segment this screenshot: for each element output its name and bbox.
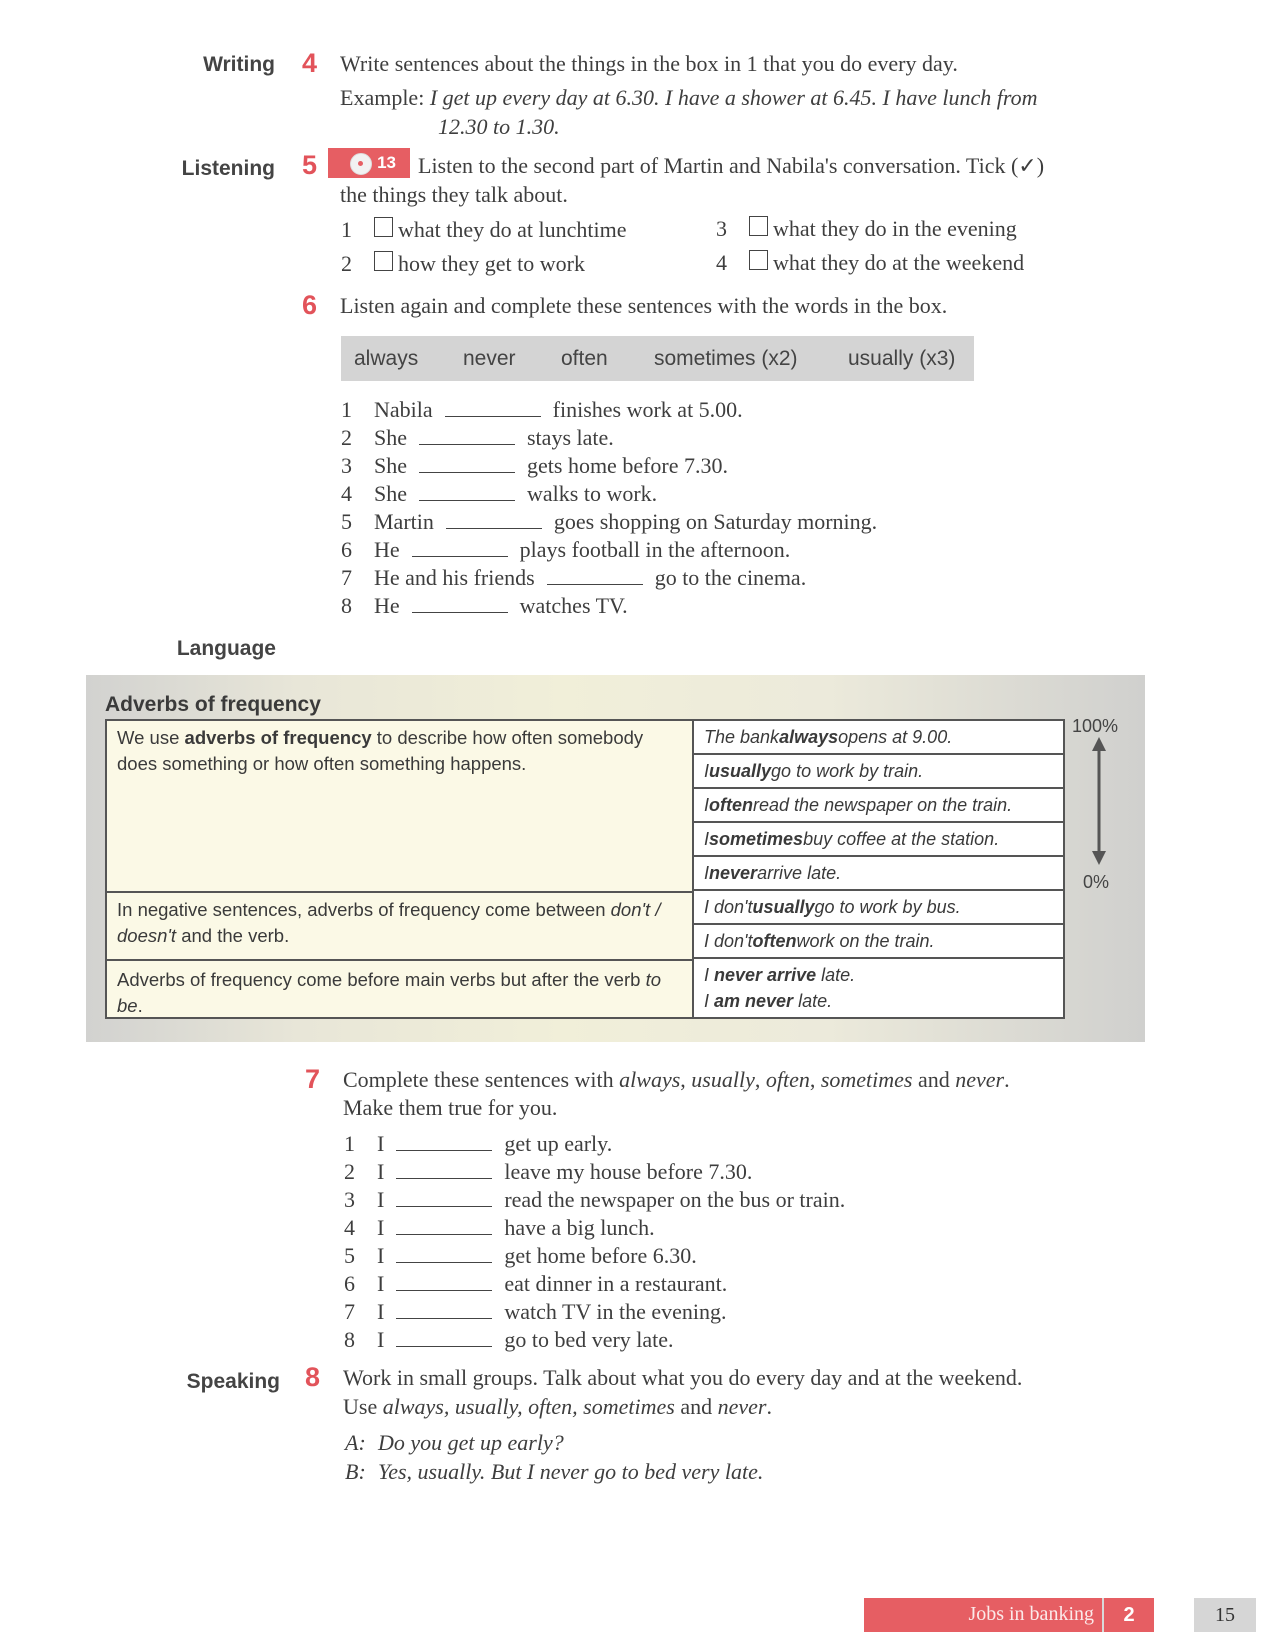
example-negative-often — [694, 925, 1063, 959]
grammar-table — [105, 719, 1065, 1019]
item-rest: go to the cinema. — [654, 565, 807, 590]
exercise-5-instruction: Listen to the second part of Martin and Nabila's conversation. Tick (✓) — [418, 153, 1045, 178]
ex-text: I — [704, 862, 710, 883]
option-label: what they do at the weekend — [773, 250, 1025, 275]
ex-text: I don't — [704, 896, 753, 917]
example-main-verb — [704, 962, 855, 988]
ex-text: late. — [816, 965, 856, 985]
answer-blank[interactable] — [396, 1233, 492, 1235]
ex7-item-6 — [344, 1270, 727, 1298]
audio-track-badge[interactable] — [328, 148, 410, 178]
option-number: 1 — [341, 217, 352, 242]
option-label: what they do in the evening — [773, 216, 1017, 241]
ex-text: go to work by bus. — [814, 896, 961, 917]
rule-text: and the verb. — [176, 925, 290, 946]
item-number: 1 — [344, 1131, 355, 1156]
item-rest: plays football in the afternoon. — [519, 537, 791, 562]
ex-adverb: often — [709, 794, 754, 815]
exercise-number-8: 8 — [305, 1362, 321, 1392]
option-label: what they do at lunchtime — [398, 217, 627, 242]
exercise-number-5: 5 — [302, 150, 318, 180]
item-rest: read the newspaper on the bus or train. — [504, 1187, 846, 1212]
item-rest: stays late. — [527, 425, 614, 450]
exercise-number-7: 7 — [305, 1064, 321, 1094]
answer-blank[interactable] — [445, 415, 541, 417]
item-subject: I — [377, 1215, 385, 1240]
option-number: 4 — [716, 250, 727, 275]
ex6-item-5 — [341, 508, 877, 536]
checkbox[interactable] — [374, 251, 393, 271]
answer-blank[interactable] — [419, 471, 515, 473]
rule-text: We use — [117, 727, 185, 748]
item-number: 7 — [344, 1299, 355, 1324]
scale-top-label: 100% — [1072, 716, 1119, 736]
word: sometimes (x2) — [654, 346, 798, 370]
section-label-speaking: Speaking — [186, 1370, 280, 1393]
answer-blank[interactable] — [396, 1289, 492, 1291]
rule-italic: to be — [117, 969, 661, 1016]
ex-text: I — [704, 965, 715, 985]
answer-blank[interactable] — [396, 1317, 492, 1319]
rule-text: . — [137, 995, 143, 1016]
item-subject: I — [377, 1327, 385, 1352]
instr-text: Complete these sentences with — [343, 1067, 620, 1092]
example-sometimes — [694, 823, 1063, 857]
item-number: 1 — [341, 397, 352, 422]
dialogue-text: Do you get up early? — [378, 1430, 564, 1455]
cd-icon — [350, 153, 372, 175]
example-label: Example: — [340, 85, 425, 110]
item-number: 8 — [344, 1327, 355, 1352]
example-be-verb — [704, 988, 832, 1014]
item-subject: He and his friends — [374, 565, 535, 590]
exercise-6-instruction: Listen again and complete these sentences with the words in the box. — [340, 293, 948, 318]
ex-text: I don't — [704, 930, 753, 951]
answer-blank[interactable] — [412, 555, 508, 557]
rule-italic: don't / doesn't — [117, 899, 661, 946]
ex-text: arrive late. — [757, 862, 842, 883]
example-often — [694, 789, 1063, 823]
page-number: 15 — [1194, 1598, 1256, 1632]
instr-text: . — [766, 1394, 772, 1419]
exercise-4-example — [340, 84, 1038, 112]
exercise-7-instruction-cont: Make them true for you. — [343, 1095, 558, 1120]
instr-word: sometimes — [820, 1067, 913, 1092]
instr-words: always, usually, often, sometimes — [382, 1394, 675, 1419]
unit-title: Jobs in banking — [968, 1603, 1094, 1625]
dialogue-text: Yes, usually. But I never go to bed very late. — [378, 1459, 764, 1484]
example-never — [694, 857, 1063, 891]
item-subject: She — [374, 481, 407, 506]
answer-blank[interactable] — [419, 499, 515, 501]
exercise-number-4: 4 — [302, 48, 318, 78]
ex6-item-4 — [341, 480, 657, 508]
item-rest: walks to work. — [527, 481, 658, 506]
answer-blank[interactable] — [396, 1177, 492, 1179]
item-rest: eat dinner in a restaurant. — [504, 1271, 728, 1296]
word: always — [354, 346, 419, 370]
option-2[interactable] — [341, 250, 585, 278]
example-negative-usually — [694, 891, 1063, 925]
checkbox[interactable] — [749, 216, 768, 236]
grammar-box — [86, 675, 1145, 1042]
answer-blank[interactable] — [396, 1205, 492, 1207]
item-subject: He — [374, 593, 400, 618]
exercise-4-instruction: Write sentences about the things in the box in 1 that you do every day. — [340, 51, 958, 76]
option-label: how they get to work — [398, 251, 585, 276]
dialogue-line-b — [345, 1458, 763, 1486]
ex-text: late. — [793, 991, 833, 1011]
ex7-item-7 — [344, 1298, 727, 1326]
ex-adverb: sometimes — [709, 828, 804, 849]
item-rest: goes shopping on Saturday morning. — [553, 509, 878, 534]
answer-blank[interactable] — [396, 1149, 492, 1151]
unit-footer — [864, 1598, 1154, 1632]
item-number: 8 — [341, 593, 352, 618]
item-number: 3 — [344, 1187, 355, 1212]
item-number: 6 — [344, 1271, 355, 1296]
ex7-item-2 — [344, 1158, 752, 1186]
item-subject: I — [377, 1159, 385, 1184]
ex6-item-1 — [341, 396, 743, 424]
ex7-item-4 — [344, 1214, 655, 1242]
word: often — [561, 346, 608, 370]
option-number: 3 — [716, 216, 727, 241]
speaker: B: — [345, 1459, 366, 1484]
exercise-8-instruction: Work in small groups. Talk about what you do every day and at the weekend. — [343, 1365, 1023, 1390]
ex-text: read the newspaper on the train. — [753, 794, 1013, 815]
item-rest: have a big lunch. — [504, 1215, 655, 1240]
exercise-number-6: 6 — [302, 290, 318, 320]
dialogue-line-a — [345, 1429, 564, 1457]
item-subject: I — [377, 1299, 385, 1324]
ex-text: I — [704, 760, 710, 781]
exercise-4-example-cont: 12.30 to 1.30. — [438, 114, 560, 139]
item-number: 6 — [341, 537, 352, 562]
rule-3 — [107, 961, 694, 1017]
ex6-item-6 — [341, 536, 790, 564]
ex7-item-3 — [344, 1186, 845, 1214]
item-rest: get up early. — [504, 1131, 613, 1156]
example-always — [694, 721, 1063, 755]
item-rest: watches TV. — [519, 593, 628, 618]
frequency-scale-arrow-icon — [1089, 737, 1109, 865]
item-number: 3 — [341, 453, 352, 478]
checkbox[interactable] — [374, 217, 393, 237]
item-rest: watch TV in the evening. — [504, 1299, 727, 1324]
ex-adverb: usually — [709, 760, 772, 781]
rule-text: to describe how often somebody does something or how often something happens. — [117, 727, 644, 774]
example-text: I get up every day at 6.30. I have a shower at 6.45. I have lunch from — [429, 85, 1038, 110]
ex6-item-8 — [341, 592, 628, 620]
answer-blank[interactable] — [419, 443, 515, 445]
ex-text: The bank — [704, 726, 780, 747]
ex-text: I — [704, 794, 710, 815]
exercise-5-instruction-cont: the things they talk about. — [340, 182, 568, 207]
ex-adverb: never — [709, 862, 758, 883]
answer-blank[interactable] — [412, 611, 508, 613]
scale-bottom-label: 0% — [1083, 872, 1110, 892]
ex-adverb: always — [779, 726, 839, 747]
item-subject: I — [377, 1187, 385, 1212]
ex6-item-2 — [341, 424, 614, 452]
item-subject: I — [377, 1271, 385, 1296]
ex7-item-1 — [344, 1130, 612, 1158]
exercise-7-instruction: Complete these sentences with always, usually, often, sometimes and never. — [343, 1067, 1010, 1092]
instr-text: and — [674, 1394, 718, 1419]
instr-word: usually — [691, 1067, 755, 1092]
answer-blank[interactable] — [446, 527, 542, 529]
ex-text: opens at 9.00. — [838, 726, 953, 747]
ex-text: I — [704, 828, 710, 849]
instr-word: always — [619, 1067, 681, 1092]
section-label-language: Language — [176, 637, 276, 660]
ex-adverb: often — [752, 930, 797, 951]
grammar-title: Adverbs of frequency — [105, 693, 321, 716]
option-3[interactable] — [716, 215, 1017, 243]
option-number: 2 — [341, 251, 352, 276]
ex-text: I — [704, 991, 715, 1011]
ex-adverb: never arrive — [714, 965, 817, 985]
speaker: A: — [345, 1430, 366, 1455]
ex6-item-7 — [341, 564, 806, 592]
item-number: 5 — [341, 509, 352, 534]
item-rest: gets home before 7.30. — [527, 453, 728, 478]
exercise-8-instruction-cont — [343, 1393, 772, 1421]
rule-text: In negative sentences, adverbs of frequency come between — [117, 899, 611, 920]
example-usually — [694, 755, 1063, 789]
checkbox[interactable] — [749, 250, 768, 270]
ex-adverb: am never — [714, 991, 794, 1011]
item-number: 4 — [344, 1215, 355, 1240]
item-number: 2 — [341, 425, 352, 450]
item-subject: Nabila — [374, 397, 433, 422]
section-label-listening: Listening — [181, 157, 275, 180]
word: usually (x3) — [848, 346, 956, 370]
ex7-item-5 — [344, 1242, 697, 1270]
ex6-item-3 — [341, 452, 728, 480]
instr-word: never — [717, 1394, 767, 1419]
word-box — [341, 336, 974, 381]
example-to-be — [694, 959, 1063, 1017]
item-rest: get home before 6.30. — [504, 1243, 697, 1268]
instr-text: and — [912, 1067, 956, 1092]
item-number: 2 — [344, 1159, 355, 1184]
item-subject: He — [374, 537, 400, 562]
rule-text: Adverbs of frequency come before main verbs but after the verb — [117, 969, 646, 990]
item-number: 7 — [341, 565, 352, 590]
item-number: 5 — [344, 1243, 355, 1268]
option-1[interactable] — [341, 216, 627, 244]
item-subject: Martin — [374, 509, 434, 534]
item-number: 4 — [341, 481, 352, 506]
item-rest: go to bed very late. — [504, 1327, 674, 1352]
item-rest: finishes work at 5.00. — [552, 397, 743, 422]
ex-text: go to work by train. — [771, 760, 924, 781]
ex7-item-8 — [344, 1326, 674, 1354]
item-rest: leave my house before 7.30. — [504, 1159, 753, 1184]
rule-keyword: adverbs of frequency — [184, 727, 372, 748]
item-subject: I — [377, 1131, 385, 1156]
rule-2 — [107, 893, 694, 959]
item-subject: She — [374, 453, 407, 478]
track-number: 13 — [377, 153, 396, 172]
item-subject: I — [377, 1243, 385, 1268]
section-label-writing: Writing — [203, 53, 275, 76]
answer-blank[interactable] — [547, 583, 643, 585]
rule-1 — [107, 721, 694, 891]
unit-number: 2 — [1102, 1598, 1154, 1632]
instr-word: often — [765, 1067, 810, 1092]
instr-word: never — [955, 1067, 1005, 1092]
answer-blank[interactable] — [396, 1345, 492, 1347]
ex-text: buy coffee at the station. — [803, 828, 1000, 849]
word: never — [463, 346, 516, 370]
instr-text: Use — [343, 1394, 383, 1419]
option-4[interactable] — [716, 249, 1024, 277]
ex-text: work on the train. — [796, 930, 935, 951]
answer-blank[interactable] — [396, 1261, 492, 1263]
ex-adverb: usually — [752, 896, 815, 917]
item-subject: She — [374, 425, 407, 450]
